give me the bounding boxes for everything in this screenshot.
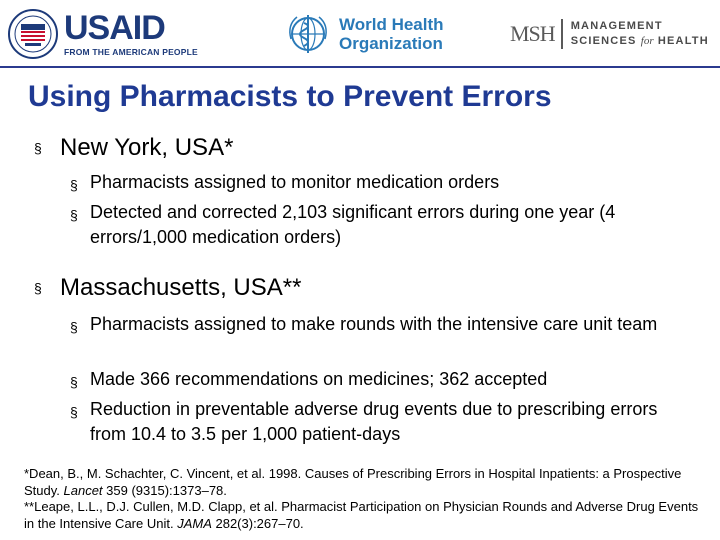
bullet-marker: § [70,319,78,335]
sub-bullet-text: Made 366 recommendations on medicines; 362 accepted [90,369,548,389]
references [24,466,704,532]
who-name-line2: Organization [339,34,443,53]
bullet-marker: § [70,207,78,223]
logo-bar [0,0,720,66]
sub-bullet [70,397,670,447]
who-emblem-icon [283,9,333,59]
msh-mark: MSH [510,21,555,46]
reference-2: **Leape, L.L., D.J. Cullen, M.D. Clapp, et al. Pharmacist Participation on Physician Rounds and Adverse Drug Events in the Intensive Care Unit. JAMA 282(3):267–70. [24,499,699,531]
reference-1: *Dean, B., M. Schachter, C. Vincent, et al. 1998. Causes of Prescribing Errors in Hospital Inpatients: a Prospective Study. Lancet 359 (9315):1373–78. [24,466,682,498]
sub-bullet-text: Pharmacists assigned to make rounds with the intensive care unit team [90,314,658,334]
sub-bullet-text: Detected and corrected 2,103 significant errors during one year (4 errors/1,000 medication orders) [90,202,616,247]
usaid-wordmark: USAID [64,9,165,47]
bullet-marker: § [70,374,78,390]
usaid-logo [8,6,198,62]
bullet-marker: § [70,404,78,420]
sub-bullet [70,367,670,392]
who-name-line1: World Health [339,15,444,34]
msh-logo [510,6,709,62]
bullet-heading: New York, USA* [60,134,234,161]
bullet-marker: § [34,280,42,296]
sub-bullet [70,170,670,195]
msh-divider [561,19,563,49]
sub-bullet [70,312,670,337]
sub-bullet-text: Reduction in preventable adverse drug events due to prescribing errors from 10.4 to 3.5 per 1,000 patient-days [90,399,658,444]
sub-bullet-text: Pharmacists assigned to monitor medication orders [90,172,500,192]
usaid-tagline: FROM THE AMERICAN PEOPLE [64,47,198,57]
bullet-marker: § [70,177,78,193]
msh-name-line2: SCIENCES for HEALTH [570,35,709,47]
bullet-marker: § [34,140,42,156]
header-divider [0,66,720,68]
msh-name-line1: MANAGEMENT [570,20,663,32]
bullet-heading: Massachusetts, USA** [60,274,302,301]
usaid-seal-icon [8,9,58,59]
sub-bullet [70,200,670,250]
slide-title: Using Pharmacists to Prevent Errors [28,80,552,113]
who-logo [283,6,444,62]
